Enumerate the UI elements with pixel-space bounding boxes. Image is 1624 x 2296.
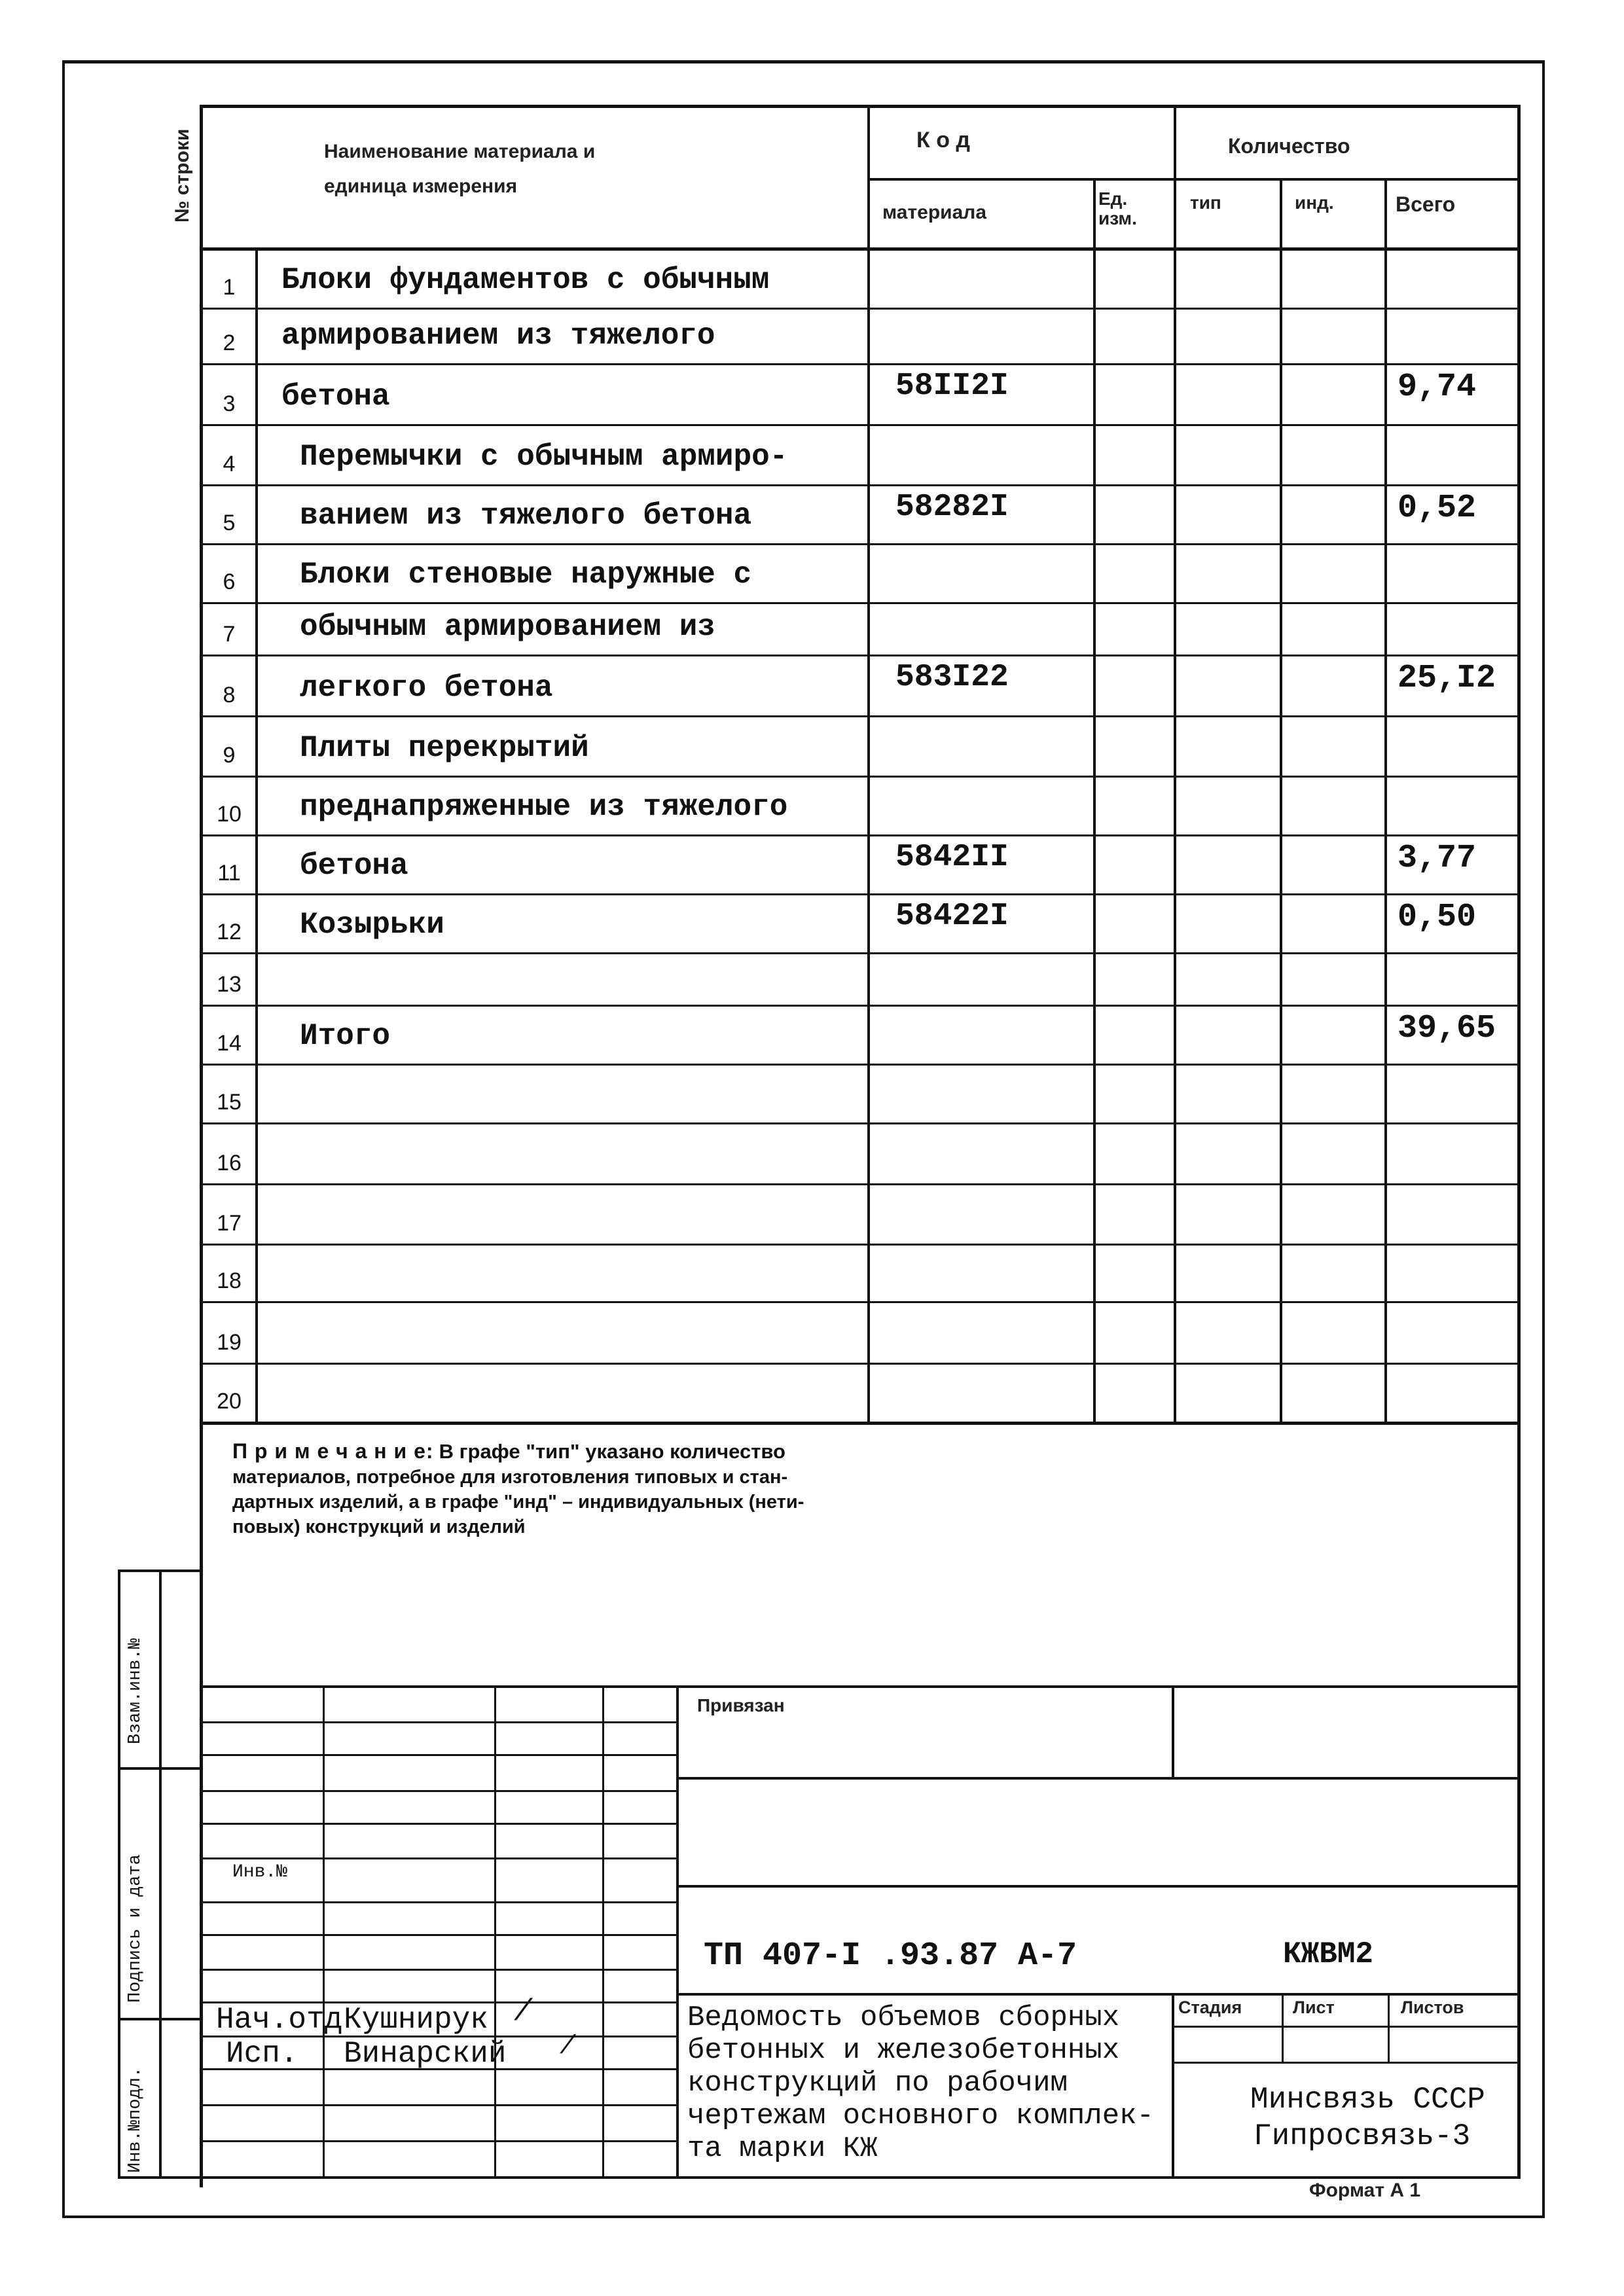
row-separator (200, 776, 1521, 778)
row-number: 12 (217, 920, 242, 944)
header-code-unit-2: изм. (1098, 208, 1137, 228)
note-line4: повых) конструкций и изделий (232, 1516, 526, 1537)
row-material-name: бетона (281, 380, 390, 414)
tb-left-row8 (200, 1969, 676, 1971)
tb-left-row13 (200, 2140, 676, 2142)
row-material-name: Плиты перекрытий (300, 731, 589, 765)
row-number: 7 (223, 622, 236, 647)
tb-left-row12 (200, 2104, 676, 2106)
outer-frame-left (62, 60, 65, 2218)
row-separator (200, 1183, 1521, 1185)
row-total: 9,74 (1398, 368, 1477, 406)
row-number: 5 (223, 511, 236, 535)
row-number: 2 (223, 331, 236, 355)
tb-privyazan-bottom (676, 1777, 1521, 1780)
row-number: 1 (223, 275, 236, 300)
note-line3: дартных изделий, а в графе "инд" – индивидуальных (нети- (232, 1492, 804, 1513)
tb-role2: Исп. (226, 2037, 298, 2071)
row-separator (200, 1301, 1521, 1303)
row-material-name: обычным армированием из (300, 610, 715, 644)
row-number: 10 (217, 802, 242, 827)
tb-privyazan-label: Привязан (697, 1695, 785, 1715)
row-separator (200, 1122, 1521, 1124)
tb-left-row5 (200, 1857, 676, 1859)
tb-name2: Винарский (344, 2037, 507, 2071)
tb-left-row2 (200, 1754, 676, 1756)
header-name-line2: единица измерения (324, 175, 518, 197)
tb-signature1: / (514, 1995, 532, 2029)
row-material-name: Блоки стеновые наружные с (300, 558, 752, 592)
tb-title-line1: Ведомость объемов сборных (687, 2001, 1120, 2034)
tb-left-row3 (200, 1790, 676, 1792)
row-separator (200, 1244, 1521, 1246)
tb-title-line2: бетонных и железобетонных (687, 2034, 1120, 2067)
row-material-name: Козырьки (300, 908, 444, 942)
row-material-code: 5842II (895, 840, 1009, 875)
row-material-name: армированием из тяжелого (281, 319, 715, 353)
row-number: 4 (223, 452, 236, 476)
row-separator (200, 952, 1521, 954)
col-line-name (867, 105, 870, 1424)
tb-mark: КЖВМ2 (1283, 1937, 1374, 1971)
form-left-border (200, 105, 203, 2187)
tb-left-row6 (200, 1901, 676, 1903)
row-separator (200, 1363, 1521, 1365)
row-separator (200, 602, 1521, 604)
header-row-no: № строки (171, 128, 193, 223)
row-number: 3 (223, 391, 236, 416)
tb-format: Формат А 1 (1309, 2179, 1421, 2201)
tb-left-row7 (200, 1934, 676, 1936)
row-separator (200, 543, 1521, 545)
outer-frame-top (62, 60, 1545, 63)
side-strip-top (118, 1570, 203, 1572)
side-label-podl: Инв.№подл. (126, 2066, 145, 2173)
tb-list: Лист (1293, 1998, 1335, 2017)
tb-title-line5: та марки КЖ (687, 2132, 878, 2165)
tb-code-top (676, 1885, 1521, 1888)
outer-frame-right (1542, 60, 1545, 2218)
row-material-code: 58II2I (895, 368, 1009, 404)
header-code-material: материала (882, 202, 987, 223)
row-separator (200, 655, 1521, 656)
tb-role1: Нач.отд (216, 2003, 343, 2037)
row-material-name: легкого бетона (300, 671, 553, 705)
outer-frame-bottom (62, 2215, 1545, 2218)
row-material-code: 58282I (895, 490, 1009, 525)
row-total: 0,52 (1398, 490, 1477, 527)
header-qty-ind: инд. (1295, 192, 1334, 213)
tb-org1: Минсвязь СССР (1250, 2083, 1485, 2117)
tb-listov: Листов (1401, 1998, 1464, 2017)
tb-org2: Гипросвязь-3 (1254, 2119, 1471, 2153)
tb-code-bottom (676, 1993, 1521, 1996)
side-strip-div2 (118, 2018, 203, 2020)
tb-stage-sub2 (1388, 1993, 1390, 2063)
tb-stage-row2 (1172, 2062, 1521, 2064)
header-name-line1: Наименование материала и (324, 141, 596, 162)
row-material-name: преднапряженные из тяжелого (300, 790, 788, 824)
row-separator (200, 308, 1521, 310)
row-material-name: ванием из тяжелого бетона (300, 499, 752, 533)
form-right-border (1517, 105, 1521, 2176)
tb-doc-code: ТП 407-I .93.87 А-7 (704, 1937, 1077, 1975)
row-separator (200, 424, 1521, 426)
tb-top-line (200, 1685, 1521, 1688)
note-line1: В графе "тип" указано количество (439, 1440, 785, 1463)
row-total: 25,I2 (1398, 660, 1496, 697)
row-material-code: 583I22 (895, 660, 1009, 695)
row-number: 18 (217, 1268, 242, 1293)
tb-col-main (676, 1685, 679, 2178)
note-block (232, 1439, 1149, 1539)
row-total: 0,50 (1398, 899, 1477, 936)
row-number: 13 (217, 972, 242, 997)
note-line2: материалов, потребное для изготовления типовых и стан- (232, 1467, 788, 1488)
row-material-name: Перемычки с обычным армиро- (300, 440, 788, 474)
header-qty-total: Всего (1396, 192, 1456, 216)
side-label-podpis: Подпись и дата (126, 1854, 145, 2003)
row-number: 6 (223, 569, 236, 594)
row-separator (200, 834, 1521, 836)
tb-stage-sub1 (1282, 1993, 1284, 2063)
row-number: 14 (217, 1031, 242, 1056)
row-separator (200, 1064, 1521, 1066)
header-qty-type: тип (1190, 192, 1221, 213)
row-separator (200, 715, 1521, 717)
row-number: 11 (217, 861, 241, 886)
header-subdivider-code (867, 178, 1521, 181)
row-material-name: Итого (300, 1019, 391, 1053)
header-code-group: К о д (916, 128, 970, 152)
header-bottom-line (200, 247, 1521, 251)
side-label-vzam: Взам.инв.№ (126, 1638, 145, 1744)
row-number: 15 (217, 1090, 242, 1115)
row-number: 16 (217, 1151, 242, 1175)
note-label: П р и м е ч а н и е: (232, 1439, 434, 1463)
form-top-border (200, 105, 1521, 108)
row-number: 17 (217, 1211, 242, 1236)
row-separator (200, 363, 1521, 365)
tb-name1: Кушнирук (344, 2003, 488, 2037)
row-number: 19 (217, 1330, 242, 1355)
row-number: 8 (223, 683, 236, 708)
tb-stage-row1 (1172, 2026, 1521, 2028)
tb-signature2: / (560, 2032, 576, 2062)
form-bottom-border (118, 2176, 1521, 2179)
side-strip-div1 (118, 1767, 203, 1770)
row-separator (200, 484, 1521, 486)
tb-inv-no: Инв.№ (232, 1862, 288, 1882)
tb-title-line3: конструкций по рабочим (687, 2067, 1068, 2100)
side-strip-mid (159, 1570, 162, 2178)
row-number: 9 (223, 743, 236, 768)
row-material-name: бетона (300, 849, 408, 883)
row-separator (200, 1005, 1521, 1007)
side-strip-left (118, 1570, 120, 2178)
tb-left-row1 (200, 1721, 676, 1723)
tb-privyazan-divider (1172, 1685, 1174, 1778)
tb-left-row4 (200, 1823, 676, 1825)
row-material-code: 58422I (895, 899, 1009, 934)
row-separator (200, 893, 1521, 895)
tb-title-line4: чертежам основного комплек- (687, 2100, 1154, 2132)
tb-stage-col (1172, 1993, 1174, 2178)
row-total: 3,77 (1398, 840, 1477, 877)
col-line-unit (1174, 105, 1176, 1424)
header-code-unit-1: Ед. (1098, 188, 1128, 209)
header-qty-group: Количество (1228, 134, 1350, 158)
row-material-name: Блоки фундаментов с обычным (281, 263, 770, 297)
tb-stadiya: Стадия (1178, 1998, 1242, 2017)
row-number: 20 (217, 1389, 242, 1414)
row-total: 39,65 (1398, 1010, 1496, 1047)
table-bottom-line (200, 1422, 1521, 1425)
